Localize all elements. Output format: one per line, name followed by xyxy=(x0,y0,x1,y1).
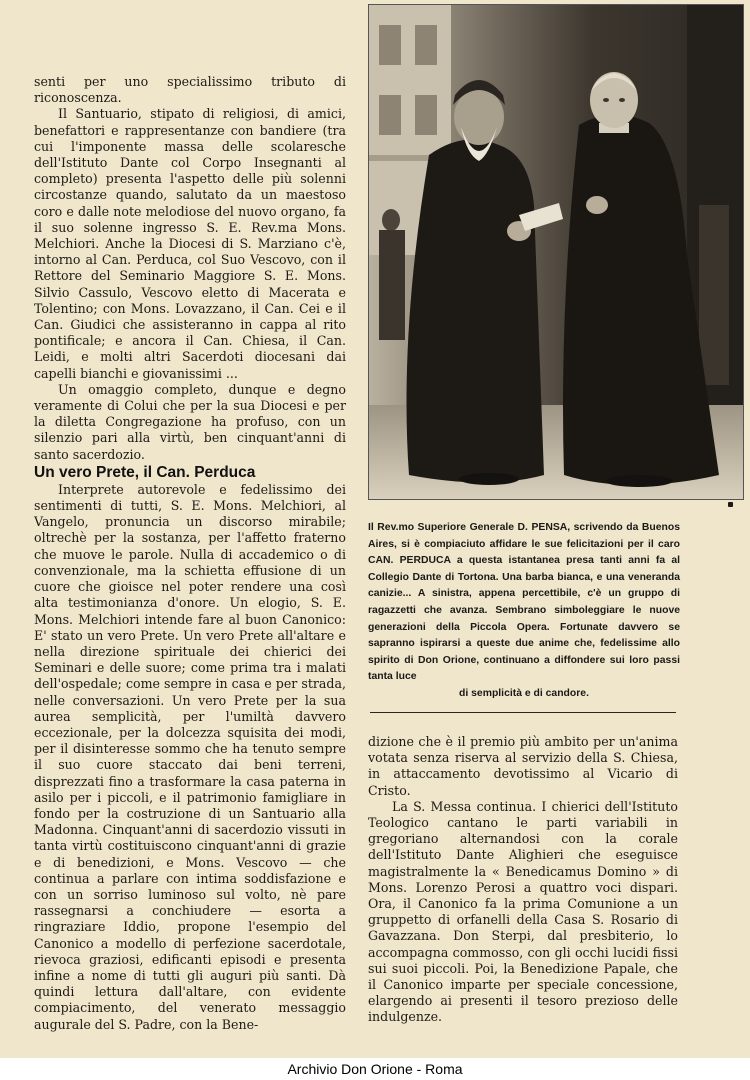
paragraph-benedizione: dizione che è il premio più ambito per un'anima votata senza riserva al servizio della S. Chiesa, in attaccamento devotissimo al Vicario di Cristo. xyxy=(368,734,678,798)
caption-text: Il Rev.mo Superiore Generale D. PENSA, scrivendo da Buenos Aires, si è compiaciuto affidare le sue felicitazioni per il caro CAN. PERDUCA a questa istantanea presa tanti anni fa al Collegio Dante di Tortona. Una barba bianca, e una veneranda canizie... A sinistra, appena percettibile, c'è un gruppo di ragazzetti che avanza. Sembrano simboleggiare le nuove generazioni della Piccola Opera. Fortunate davvero se sapranno ispirarsi a queste due anime che, fedelissime allo spirito di Don Orione, continuano a diffondere sui loro passi tanta luce xyxy=(368,522,680,683)
left-column xyxy=(34,74,346,1033)
archive-footer: Archivio Don Orione - Roma xyxy=(0,1058,750,1080)
caption-end: di semplicità e di candore. xyxy=(459,687,589,699)
paragraph-interprete: Interprete autorevole e fedelissimo dei sentimenti di tutti, S. E. Mons. Melchiori, al Vangelo, pronuncia un discorso mirabile; oltrechè per la sostanza, per l'affetto fraterno che muove le parole. Nulla di accademico o di convenzionale, ma la schietta effusione di un cuore che gioisce nel poter rendere una così alta testimonianza d'onore. Un elogio, S. E. Mons. Melchiori intende fare al buon Canonico: E' stato un vero Prete. Un vero Prete all'altare e nella direzione spirituale dei chierici dei Seminari e delle suore; come prima tra i malati dell'ospedale; come sempre in casa e per strada, nelle conversazioni. Un vero Prete per la sua aurea semplicità, per l'umiltà davvero eccezionale, per la dolcezza squisita dei modi, per il disinteresse sommo che ha tenuto sempre il suo cuore staccato dai beni terreni, disprezzati fino a trasformare la casa paterna in asilo per i piccoli, e il patrimonio famigliare in fondo per la costruzione di un Santuario alla Madonna. Cinquant'anni di sacerdozio vissuti in tanta virtù costituiscono cinquant'anni di grazie e di benedizioni, e Mons. Vescovo — che continua a parlare con intima soddisfazione e con un sorriso luminoso sul volto, nè pare rassegnarsi a conchiudere — esorta a ringraziare Iddio, propone l'esempio del Canonico a modello di perfezione sacerdotale, rievoca graziosi, edificanti episodi e presenta infine a nome di tutti gli auguri più santi. Dà quindi lettura dall'altare, con evidente compiacimento, del venerato messaggio augurale del S. Padre, con la Bene- xyxy=(34,481,346,1032)
paragraph-santuario: Il Santuario, stipato di religiosi, di amici, benefattori e rappresentanze con bandiere (tra cui l'imponente massa delle scolaresche dell'Istituto Dante col Corpo Insegnanti al completo) presenta l'aspetto delle più solenni circostanze quando, salutato da un maestoso coro e dalle note melodiose del nuovo organo, fa il suo solenne ingresso S. E. Rev.ma Mons. Melchiori. Anche la Diocesi di S. Marziano c'è, intorno al Can. Perduca, col Suo Vescovo, con il Rettore del Seminario Maggiore S. E. Mons. Silvio Cassulo, Vescovo eletto di Macerata e Tolentino; con Mons. Lovazzano, il Can. Cei e il Can. Giudici che assisteranno in cappa al rito pontificale; e ancora il Can. Chiesa, il Can. Leidi, e molti altri Sacerdoti diocesani dai capelli bianchi e giovanissimi ... xyxy=(34,106,346,381)
right-column xyxy=(368,734,678,1026)
divider-rule xyxy=(370,712,676,713)
section-heading: Un vero Prete, il Can. Perduca xyxy=(34,463,256,481)
print-mark xyxy=(728,502,733,507)
paragraph-opening: senti per uno specialissimo tributo di riconoscenza. xyxy=(34,74,346,106)
photo-two-priests xyxy=(368,4,744,500)
paragraph-omaggio: Un omaggio completo, dunque e degno veramente di Colui che per la sua Diocesi e per la diletta Congregazione ha profuso, con un silenzio pari alla virtù, ben cinquant'anni di santo sacerdozio. xyxy=(34,381,346,462)
photo-caption xyxy=(368,520,680,703)
paragraph-messa: La S. Messa continua. I chierici dell'Istituto Teologico cantano le parti variabili in gregoriano alternandosi con la corale dell'Istituto Dante Alighieri che eseguisce magistralmente la « Benedicamus Domino » di Mons. Lorenzo Perosi a quattro voci dispari. Ora, il Canonico fa la prima Comunione a un gruppetto di orfanelli della Casa S. Rosario di Gavazzana. Don Sterpi, dal presbiterio, lo accompagna commosso, con gli occhi lucidi fissi sui suoi piccoli. Poi, la Benedizione Papale, che il Canonico imparte per speciale concessione, elargendo ai presenti il tesoro prezioso delle indulgenze. xyxy=(368,798,678,1025)
